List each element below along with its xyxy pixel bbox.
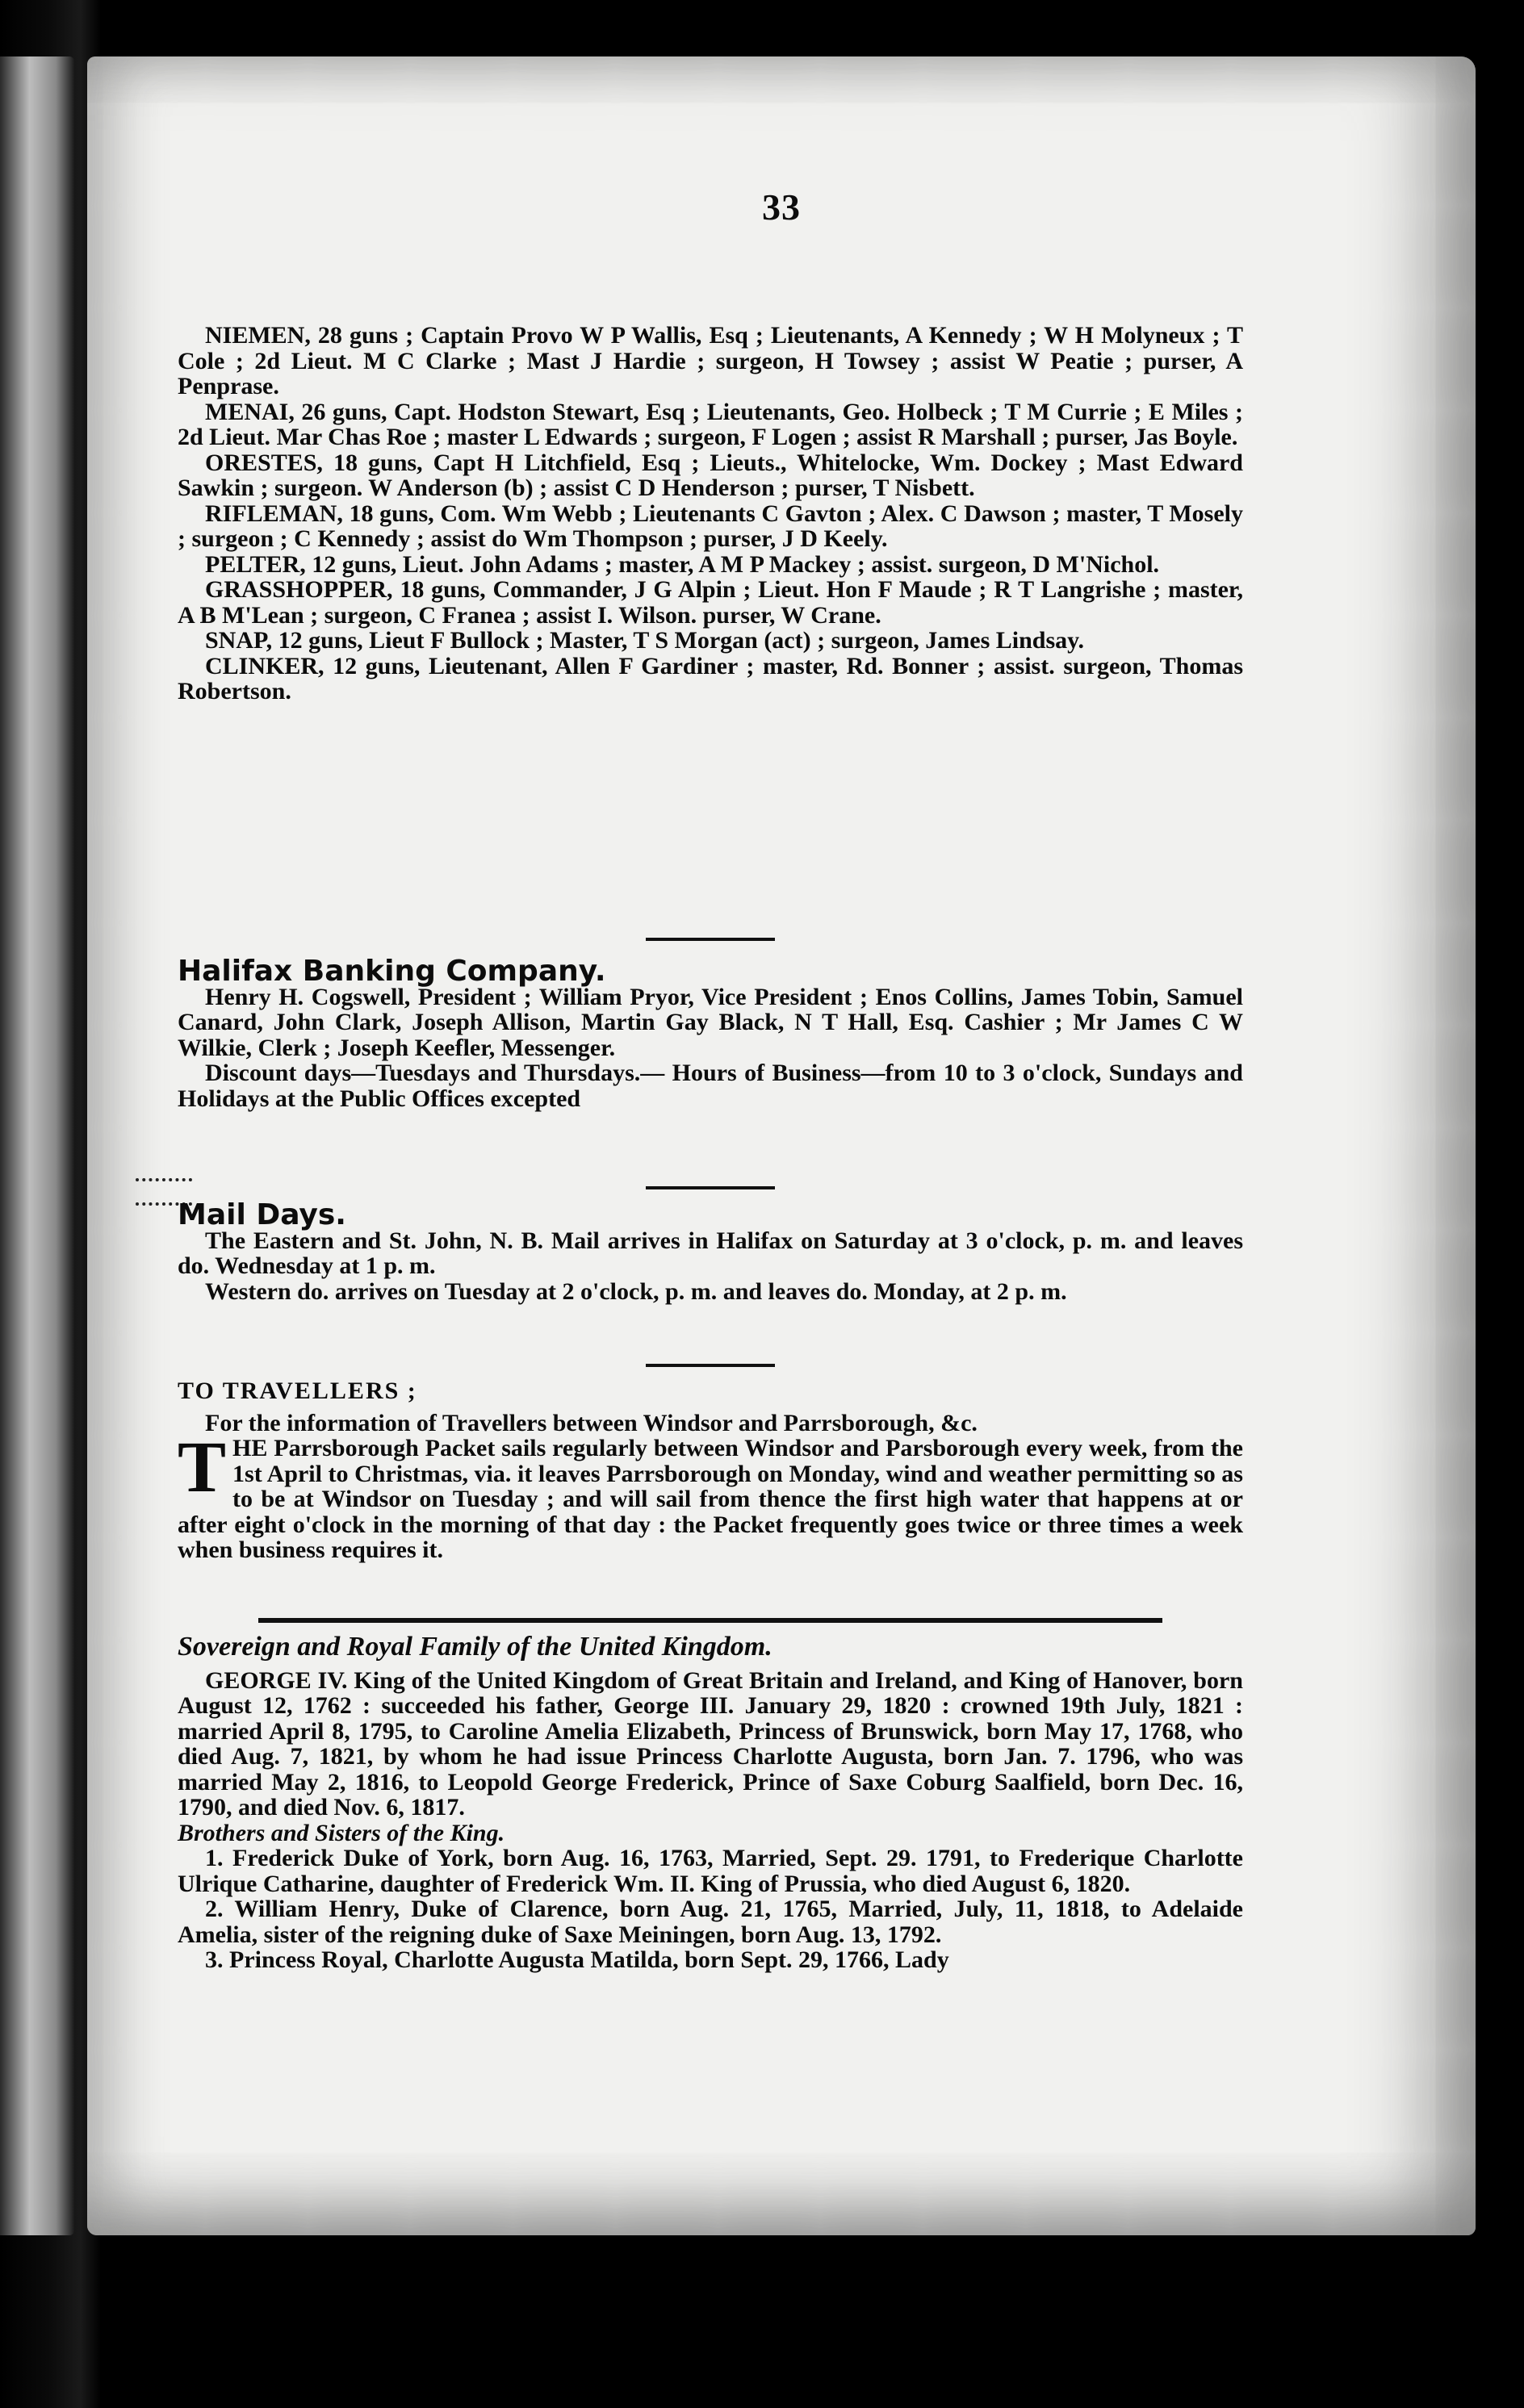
mail-eastern: The Eastern and St. John, N. B. Mail arrives in Halifax on Saturday at 3 o'clock, p. m. and leaves do. Wednesday at 1 p. m. (178, 1227, 1243, 1279)
travellers-heading: TO TRAVELLERS ; (178, 1377, 417, 1404)
travellers-notice (178, 1428, 1243, 1563)
page-number: 33 (762, 186, 801, 228)
navy-entry: CLINKER, 12 guns, Lieutenant, Allen F Gardiner ; master, Rd. Bonner ; assist. surgeon, Thomas Robertson. (178, 652, 1243, 704)
section-divider (646, 938, 775, 941)
navy-entry: SNAP, 12 guns, Lieut F Bullock ; Master, T S Morgan (act) ; surgeon, James Lindsay. (205, 627, 1084, 654)
banking-heading: Halifax Banking Company. (178, 955, 606, 988)
section-divider (646, 1186, 775, 1189)
navy-entry: PELTER, 12 guns, Lieut. John Adams ; master, A M P Mackey ; assist. surgeon, D M'Nichol. (205, 550, 1160, 578)
mail-section (178, 1186, 1243, 1304)
navy-list (178, 323, 1243, 704)
banking-officers: Henry H. Cogswell, President ; William Pryor, Vice President ; Enos Collins, James Tobin, Samuel Canard, John Clark, Joseph Allison, Martin Gay Black, N T Hall, Esq. Cashier ; Mr James C W Wilkie, Clerk ; Joseph Keefler, Messenger. (178, 983, 1243, 1061)
drop-cap: T (178, 1428, 227, 1507)
banking-hours: Discount days—Tuesdays and Thursdays.— Hours of Business—from 10 to 3 o'clock, Sundays and Holidays at the Public Offices excepted (178, 1060, 1243, 1112)
navy-entry: GRASSHOPPER, 18 guns, Commander, J G Alpin ; Lieut. Hon F Maude ; R T Langrishe ; master, A B M'Lean ; surgeon, C Franea ; assist I. Wilson. purser, W Crane. (178, 576, 1243, 629)
banking-section (178, 938, 1243, 1111)
mail-western: Western do. arrives on Tuesday at 2 o'clock, p. m. and leaves do. Monday, at 2 p. m. (205, 1277, 1067, 1305)
king-entry: GEORGE IV. King of the United Kingdom of Great Britain and Ireland, and King of Hanover, born August 12, 1762 : succeeded his father, George III. January 29, 1820 : crowned 19th July, 1821 : married April 8, 1795, to Caroline Amelia Elizabeth, Princess of Brunswick, born May 17, 1768, who died Aug. 7, 1821, by whom he had issue Princess Charlotte Augusta, born Jan. 7. 1796, who was married May 2, 1816, to Leopold George Frederick, Prince of Saxe Coburg Saalfield, born Dec. 16, 1790, and died Nov. 6, 1817. (178, 1666, 1243, 1821)
navy-entry: NIEMEN, 28 guns ; Captain Provo W P Wallis, Esq ; Lieutenants, A Kennedy ; W H Molyneux ; T Cole ; 2d Lieut. M C Clarke ; Mast J Hardie ; surgeon, H Towsey ; assist W Peatie ; purser, A Penprase. (178, 322, 1243, 399)
navy-entry: ORESTES, 18 guns, Capt H Litchfield, Esq ; Lieuts., Whitelocke, Wm. Dockey ; Mast Edward Sawkin ; surgeon. W Anderson (b) ; assist C D Henderson ; purser, T Nisbett. (178, 449, 1243, 501)
navy-entry: MENAI, 26 guns, Capt. Hodston Stewart, Esq ; Lieutenants, Geo. Holbeck ; T M Currie ; E Miles ; 2d Lieut. Mar Chas Roe ; master L Edwards ; surgeon, F Logen ; assist R Marshall ; purser, Jas Boyle. (178, 398, 1243, 450)
navy-entry: RIFLEMAN, 18 guns, Com. Wm Webb ; Lieutenants C Gavton ; Alex. C Dawson ; master, T Mosely ; surgeon ; C Kennedy ; assist do Wm Thompson ; purser, J D Keely. (178, 500, 1243, 552)
sibling-entry: 3. Princess Royal, Charlotte Augusta Matilda, born Sept. 29, 1766, Lady (205, 1946, 949, 1973)
sibling-entry: 2. William Henry, Duke of Clarence, born Aug. 21, 1765, Married, July, 11, 1818, to Adelaide Amelia, sister of the reigning duke of Saxe Meiningen, born Aug. 13, 1792. (178, 1896, 1243, 1948)
travellers-intro: For the information of Travellers between Windsor and Parrsborough, &c. (205, 1409, 978, 1436)
travellers-section (178, 1364, 1243, 1563)
mail-heading: Mail Days. (178, 1198, 346, 1231)
section-divider (258, 1618, 1162, 1623)
sibling-entry: 1. Frederick Duke of York, born Aug. 16, 1763, Married, Sept. 29. 1791, to Frederique Charlotte Ulrique Catharine, daughter of Frederick Wm. II. King of Prussia, who died August 6, 1820. (178, 1845, 1243, 1897)
royal-family-section (178, 1618, 1243, 1973)
section-divider (646, 1364, 775, 1367)
royal-heading: Sovereign and Royal Family of the United Kingdom. (178, 1632, 772, 1662)
travellers-body: HE Parrsborough Packet sails regularly between Windsor and Parsborough every week, from the 1st April to Christmas, via. it leaves Parrsborough on Monday, wind and weather permitting so as to be at Windsor on Tuesday ; and will sail from thence the first high water that happens at or after eight o'clock in the morning of that day : the Packet frequently goes twice or three times a week when business requires it. (178, 1435, 1243, 1563)
facing-page-edge (0, 56, 74, 2235)
book-page (87, 56, 1476, 2235)
siblings-heading: Brothers and Sisters of the King. (178, 1819, 505, 1846)
